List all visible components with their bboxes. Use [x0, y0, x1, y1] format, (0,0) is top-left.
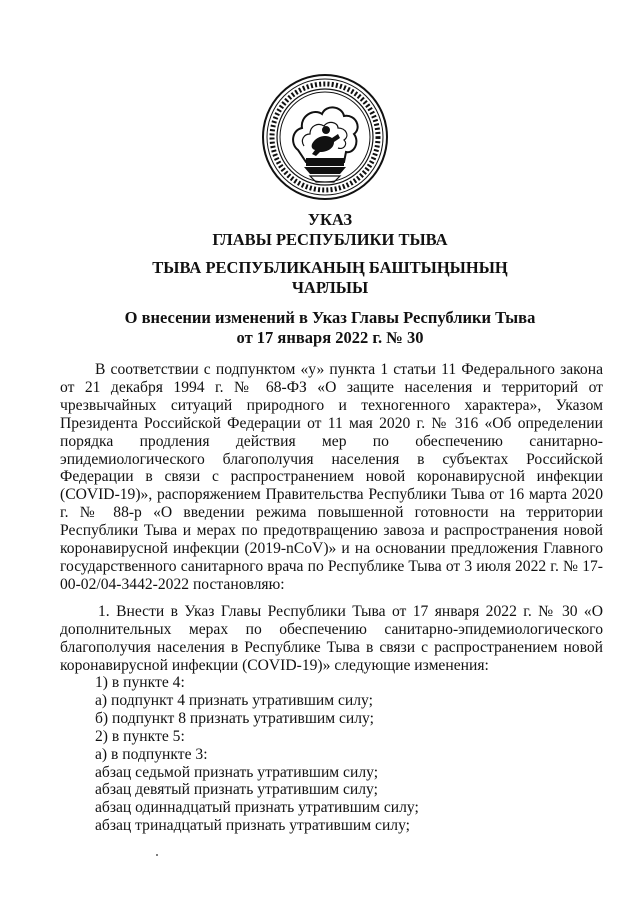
decree-title-tuvan-line1: ТЫВА РЕСПУБЛИКАНЫҢ БАШТЫҢЫНЫҢ [152, 258, 508, 277]
decree-subject [60, 308, 600, 348]
item-1-paragraph: 1. Внести в Указ Главы Республики Тыва от 17 января 2022 г. № 30 «О дополнительных мерах по обеспечению санитарно-эпидемиологического благополучия населения в Республике Тыва в связи с распространением новой коронавирусной инфекции (COVID-19)» следующие изменения: [60, 603, 603, 674]
list-item: абзац одиннадцатый признать утратившим силу; [95, 799, 419, 817]
decree-title-tuvan-line2: ЧАРЛЫЫ [291, 278, 369, 297]
decree-title-line1: УКАЗ [307, 210, 353, 229]
decree-title-tuvan [60, 258, 600, 298]
list-item: абзац девятый признать утратившим силу; [95, 781, 378, 799]
list-item: 1) в пункте 4: [95, 674, 185, 691]
decree-subject-line1: О внесении изменений в Указ Главы Республики Тыва [124, 308, 536, 327]
decree-title-line2: ГЛАВЫ РЕСПУБЛИКИ ТЫВА [212, 230, 448, 249]
decree-title [60, 210, 600, 250]
preamble-paragraph: В соответствии с подпунктом «у» пункта 1 статьи 11 Федерального закона от 21 декабря 1994 г. № 68-ФЗ «О защите населения и территорий от чрезвычайных ситуаций природного и техногенного характера», Указом Президента Российской Федерации от 11 мая 2020 г. № 316 «Об определении порядка продления действия мер по обеспечению санитарно-эпидемиологического благополучия населения в субъектах Российской Федерации в связи с распространением новой коронавирусной инфекции (COVID-19)», распоряжением Правительства Республики Тыва от 16 марта 2020 г. № 88-р «О введении режима повышенной готовности на территории Республики Тыва и мерах по предотвращению завоза и распространения новой коронавирусной инфекции (2019-nCoV)» и на основании предложения Главного государственного санитарного врача по Республике Тыва от 3 июля 2022 г. № 17-00-02/04-3442-2022 постановляю: [60, 361, 603, 593]
scan-speck [156, 854, 158, 856]
list-item: а) в подпункте 3: [95, 745, 208, 763]
list-item: а) подпункт 4 признать утратившим силу; [95, 691, 373, 709]
decree-subject-line2: от 17 января 2022 г. № 30 [236, 328, 424, 347]
list-item: 2) в пункте 5: [95, 727, 185, 745]
list-item: б) подпункт 8 признать утратившим силу; [95, 709, 374, 727]
emblem-seal-icon [260, 72, 390, 202]
changes-list [95, 674, 595, 835]
list-item: абзац тринадцатый признать утратившим силу; [95, 817, 410, 835]
list-item: абзац седьмой признать утратившим силу; [95, 763, 379, 781]
